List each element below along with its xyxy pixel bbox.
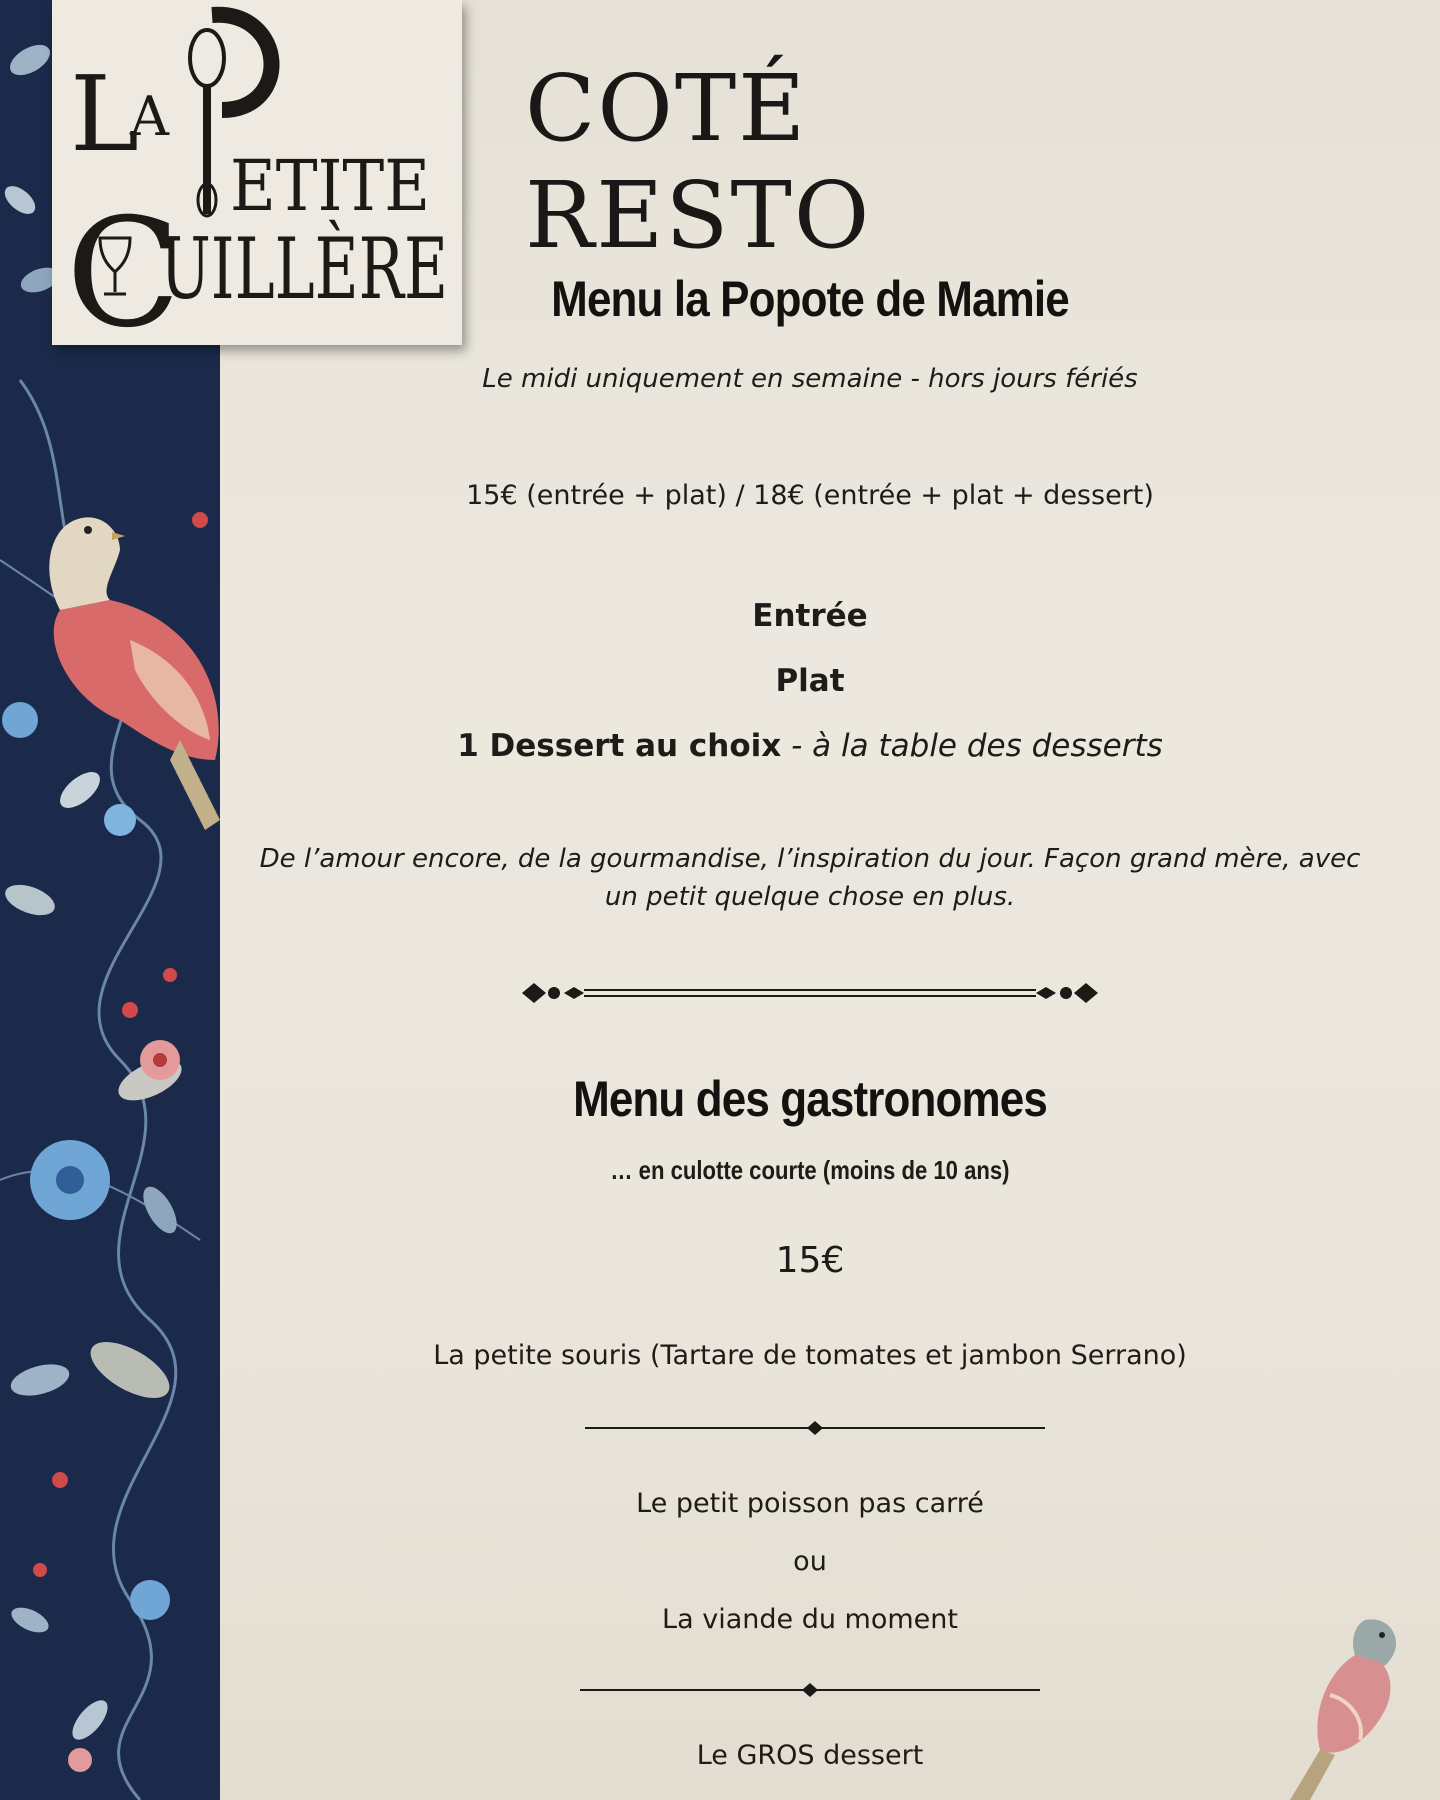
page-title: COTÉ RESTO — [525, 55, 872, 269]
menu2-starter: La petite souris (Tartare de tomates et jambon Serrano) — [433, 1340, 1187, 1371]
svg-text:UILLÈRE: UILLÈRE — [160, 220, 448, 318]
menu1-description — [230, 840, 1390, 916]
menu2-main-option-meat: La viande du moment — [662, 1604, 958, 1635]
menu-content — [230, 0, 1390, 1800]
menu2-price: 15€ — [775, 1240, 845, 1281]
menu1-description-line1: De l’amour encore, de la gourmandise, l’inspiration du jour. Façon grand mère, avec — [259, 844, 1361, 874]
svg-text:A: A — [130, 85, 169, 148]
menu2-title: Menu des gastronomes — [573, 1071, 1047, 1127]
menu1-course-plat: Plat — [775, 663, 845, 699]
menu1-dessert-note: - à la table des desserts — [781, 728, 1163, 764]
menu1-dessert-label: 1 Dessert au choix — [457, 728, 782, 764]
menu2-subtitle: … en culotte courte (moins de 10 ans) — [610, 1155, 1010, 1185]
menu2-main-or: ou — [793, 1546, 827, 1577]
menu2-main-option-fish: Le petit poisson pas carré — [636, 1488, 984, 1519]
simple-divider — [580, 1680, 1040, 1700]
svg-text:C: C — [66, 187, 181, 361]
spoon-icon — [190, 30, 224, 216]
simple-divider — [585, 1418, 1045, 1438]
menu1-course-dessert — [230, 728, 1390, 764]
menu2-dessert: Le GROS dessert — [696, 1740, 924, 1771]
svg-text:ETITE: ETITE — [230, 145, 430, 227]
menu1-title: Menu la Popote de Mamie — [551, 271, 1069, 327]
menu1-availability-note: Le midi uniquement en semaine - hors jours fériés — [482, 364, 1138, 394]
ornamental-divider — [520, 975, 1100, 1011]
svg-text:L: L — [70, 53, 140, 175]
menu1-description-line2: un petit quelque chose en plus. — [604, 882, 1016, 912]
menu1-price: 15€ (entrée + plat) / 18€ (entrée + plat + dessert) — [466, 480, 1154, 511]
bird-illustration — [1270, 1600, 1420, 1800]
menu1-course-entree: Entrée — [752, 598, 868, 634]
